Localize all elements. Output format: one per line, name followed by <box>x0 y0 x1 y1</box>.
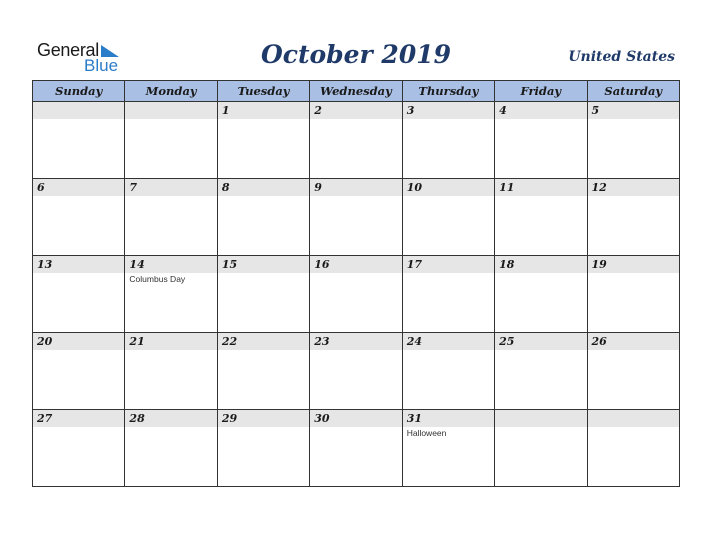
day-number: 5 <box>588 102 679 119</box>
week-row <box>33 256 680 333</box>
day-number: 19 <box>588 256 679 273</box>
day-cell <box>33 333 125 410</box>
day-number: 1 <box>218 102 309 119</box>
day-cell <box>402 179 494 256</box>
week-row <box>33 179 680 256</box>
day-number: 8 <box>218 179 309 196</box>
day-cell <box>217 102 309 179</box>
month-title: October 2019 <box>260 40 452 69</box>
weekday-header-row <box>33 81 680 102</box>
day-cell <box>125 333 217 410</box>
day-cell <box>310 410 402 487</box>
day-cell <box>310 179 402 256</box>
day-cell <box>217 179 309 256</box>
day-cell <box>33 102 125 179</box>
day-number: 16 <box>310 256 401 273</box>
country-label: United States <box>568 49 675 65</box>
day-number: 26 <box>588 333 679 350</box>
day-cell <box>587 333 679 410</box>
day-number: 4 <box>495 102 586 119</box>
day-cell <box>587 102 679 179</box>
day-cell <box>217 256 309 333</box>
weekday-sunday: Sunday <box>33 81 125 102</box>
week-row <box>33 410 680 487</box>
day-number: 2 <box>310 102 401 119</box>
day-cell <box>402 333 494 410</box>
day-number: 27 <box>33 410 124 427</box>
day-cell <box>495 102 587 179</box>
holiday-label: Columbus Day <box>129 274 186 284</box>
day-number: 31 <box>403 410 494 427</box>
day-number: 18 <box>495 256 586 273</box>
day-number: 3 <box>403 102 494 119</box>
day-cell <box>495 256 587 333</box>
week-row <box>33 333 680 410</box>
day-cell <box>310 102 402 179</box>
weekday-friday: Friday <box>495 81 587 102</box>
day-number: 15 <box>218 256 309 273</box>
day-number: 20 <box>33 333 124 350</box>
day-cell <box>125 179 217 256</box>
day-cell <box>310 256 402 333</box>
day-cell <box>402 410 494 487</box>
day-number: 17 <box>403 256 494 273</box>
day-number: 6 <box>33 179 124 196</box>
day-number: 29 <box>218 410 309 427</box>
weekday-tuesday: Tuesday <box>217 81 309 102</box>
day-cell <box>125 410 217 487</box>
day-number: 28 <box>125 410 216 427</box>
day-cell <box>495 410 587 487</box>
day-number: 9 <box>310 179 401 196</box>
day-cell <box>587 179 679 256</box>
day-cell <box>33 179 125 256</box>
week-row <box>33 102 680 179</box>
day-number <box>33 102 124 119</box>
day-cell <box>33 410 125 487</box>
day-cell <box>587 410 679 487</box>
logo-blue-text: Blue <box>84 56 119 75</box>
day-cell <box>310 333 402 410</box>
day-cell <box>587 256 679 333</box>
day-cell <box>495 333 587 410</box>
logo-general-text: General <box>37 40 99 60</box>
day-number: 12 <box>588 179 679 196</box>
weekday-saturday: Saturday <box>587 81 679 102</box>
day-number: 25 <box>495 333 586 350</box>
calendar-grid <box>32 80 680 487</box>
day-cell <box>217 333 309 410</box>
day-number: 24 <box>403 333 494 350</box>
day-number: 7 <box>125 179 216 196</box>
day-number <box>495 410 586 427</box>
day-number: 14 <box>125 256 216 273</box>
day-number: 22 <box>218 333 309 350</box>
day-number: 11 <box>495 179 586 196</box>
day-cell <box>402 102 494 179</box>
day-number: 23 <box>310 333 401 350</box>
day-number: 21 <box>125 333 216 350</box>
weekday-wednesday: Wednesday <box>310 81 402 102</box>
day-number: 10 <box>403 179 494 196</box>
day-number <box>125 102 216 119</box>
holiday-label: Halloween <box>406 428 447 438</box>
day-cell <box>495 179 587 256</box>
day-cell <box>402 256 494 333</box>
weekday-thursday: Thursday <box>402 81 494 102</box>
day-cell <box>125 102 217 179</box>
weekday-monday: Monday <box>125 81 217 102</box>
day-number <box>588 410 679 427</box>
day-number: 30 <box>310 410 401 427</box>
day-number: 13 <box>33 256 124 273</box>
day-cell <box>33 256 125 333</box>
day-cell <box>217 410 309 487</box>
day-cell <box>125 256 217 333</box>
